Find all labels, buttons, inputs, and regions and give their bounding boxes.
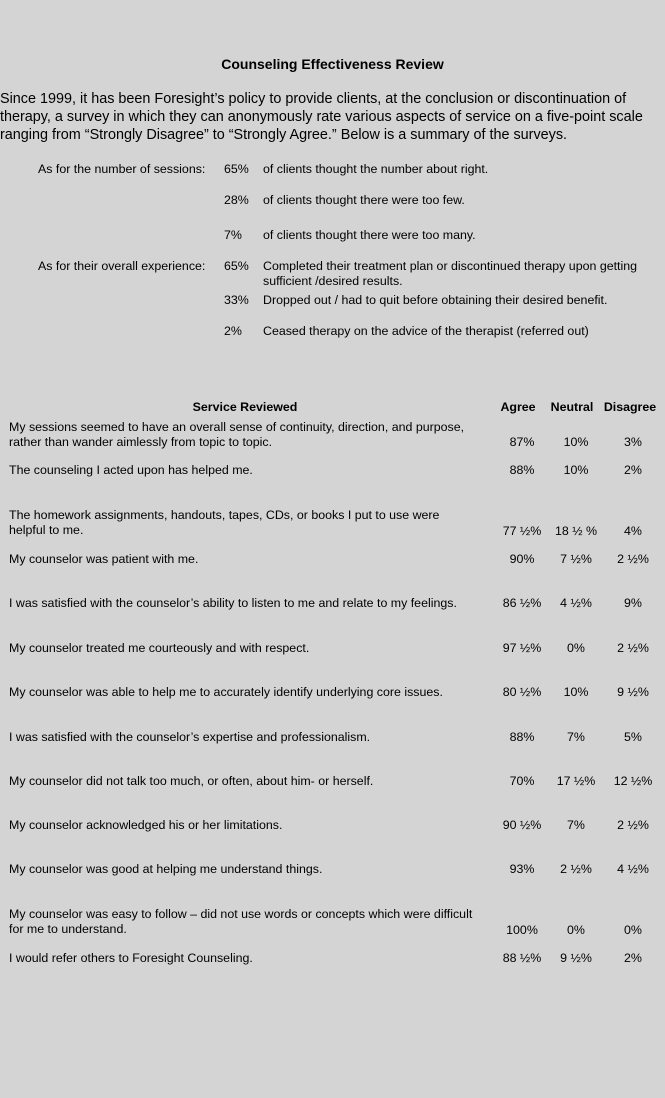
neutral-value: 10%	[563, 685, 589, 699]
neutral-value: 0%	[567, 923, 585, 937]
service-question: My counselor was easy to follow – did not use words or concepts which were difficult for me to understand.	[9, 907, 473, 936]
agree-value: 86 ½%	[502, 596, 542, 610]
intro-paragraph: Since 1999, it has been Foresight’s policy to provide clients, at the conclusion or discontinuation of therapy, a survey in which they can anonymously rate various aspects of service on a five-point scale ranging from “Strongly Disagree” to “Strongly Agree.” Below is a summary of the surveys.	[0, 91, 643, 143]
experience-pct-1: 65%	[224, 259, 249, 273]
disagree-value: 9%	[624, 596, 642, 610]
experience-text-2: Dropped out / had to quit before obtaining their desired benefit.	[263, 293, 608, 307]
disagree-value: 4%	[624, 524, 642, 538]
disagree-value: 12 ½%	[613, 774, 653, 788]
disagree-value: 5%	[624, 730, 642, 744]
neutral-value: 7%	[567, 818, 585, 832]
disagree-value: 2 ½%	[617, 818, 649, 832]
service-question: The homework assignments, handouts, tapes, CDs, or books I put to use were helpful to me.	[9, 508, 440, 537]
service-question: My sessions seemed to have an overall sense of continuity, direction, and purpose, rather than wander aimlessly from topic to topic.	[9, 420, 465, 449]
disagree-value: 2%	[624, 951, 642, 965]
header-neutral: Neutral	[550, 400, 594, 414]
disagree-value: 4 ½%	[617, 862, 649, 876]
agree-value: 88%	[509, 730, 535, 744]
service-question: I was satisfied with the counselor’s ability to listen to me and relate to my feelings.	[9, 596, 457, 610]
page-title: Counseling Effectiveness Review	[221, 56, 444, 72]
sessions-text-1: of clients thought the number about right.	[263, 162, 489, 176]
neutral-value: 2 ½%	[560, 862, 592, 876]
header-service: Service Reviewed	[192, 400, 298, 414]
agree-value: 90%	[509, 552, 535, 566]
agree-value: 97 ½%	[502, 641, 542, 655]
experience-pct-3: 2%	[224, 324, 242, 338]
disagree-value: 2 ½%	[617, 641, 649, 655]
service-question: The counseling I acted upon has helped me.	[9, 463, 253, 477]
service-question: My counselor was good at helping me understand things.	[9, 862, 323, 876]
experience-text-3: Ceased therapy on the advice of the therapist (referred out)	[263, 324, 589, 338]
neutral-value: 18 ½ %	[554, 524, 598, 538]
agree-value: 100%	[506, 923, 538, 937]
agree-value: 80 ½%	[502, 685, 542, 699]
service-question: My counselor was able to help me to accurately identify underlying core issues.	[9, 685, 443, 699]
neutral-value: 10%	[563, 463, 589, 477]
sessions-pct-1: 65%	[224, 162, 249, 176]
agree-value: 77 ½%	[502, 524, 542, 538]
experience-label: As for their overall experience:	[38, 259, 206, 273]
service-question: My counselor treated me courteously and with respect.	[9, 641, 310, 655]
neutral-value: 7%	[567, 730, 585, 744]
header-agree: Agree	[500, 400, 536, 414]
disagree-value: 9 ½%	[617, 685, 649, 699]
agree-value: 87%	[509, 435, 535, 449]
experience-text-1: Completed their treatment plan or discontinued therapy upon getting sufficient /desired results.	[263, 259, 638, 288]
sessions-text-3: of clients thought there were too many.	[263, 228, 476, 242]
service-question: I was satisfied with the counselor’s expertise and professionalism.	[9, 730, 371, 744]
experience-pct-2: 33%	[224, 293, 249, 307]
disagree-value: 0%	[624, 923, 642, 937]
header-disagree: Disagree	[603, 400, 657, 414]
agree-value: 90 ½%	[502, 818, 542, 832]
neutral-value: 10%	[563, 435, 589, 449]
neutral-value: 17 ½%	[556, 774, 596, 788]
agree-value: 93%	[509, 862, 535, 876]
agree-value: 88%	[509, 463, 535, 477]
sessions-text-2: of clients thought there were too few.	[263, 193, 465, 207]
disagree-value: 2%	[624, 463, 642, 477]
disagree-value: 2 ½%	[617, 552, 649, 566]
disagree-value: 3%	[624, 435, 642, 449]
service-question: My counselor acknowledged his or her limitations.	[9, 818, 283, 832]
agree-value: 88 ½%	[502, 951, 542, 965]
sessions-pct-2: 28%	[224, 193, 249, 207]
agree-value: 70%	[509, 774, 535, 788]
neutral-value: 9 ½%	[560, 951, 592, 965]
neutral-value: 0%	[567, 641, 585, 655]
neutral-value: 7 ½%	[560, 552, 592, 566]
sessions-pct-3: 7%	[224, 228, 242, 242]
sessions-label: As for the number of sessions:	[38, 162, 206, 176]
service-question: My counselor was patient with me.	[9, 552, 199, 566]
neutral-value: 4 ½%	[560, 596, 592, 610]
service-question: My counselor did not talk too much, or often, about him- or herself.	[9, 774, 374, 788]
service-question: I would refer others to Foresight Counseling.	[9, 951, 253, 965]
